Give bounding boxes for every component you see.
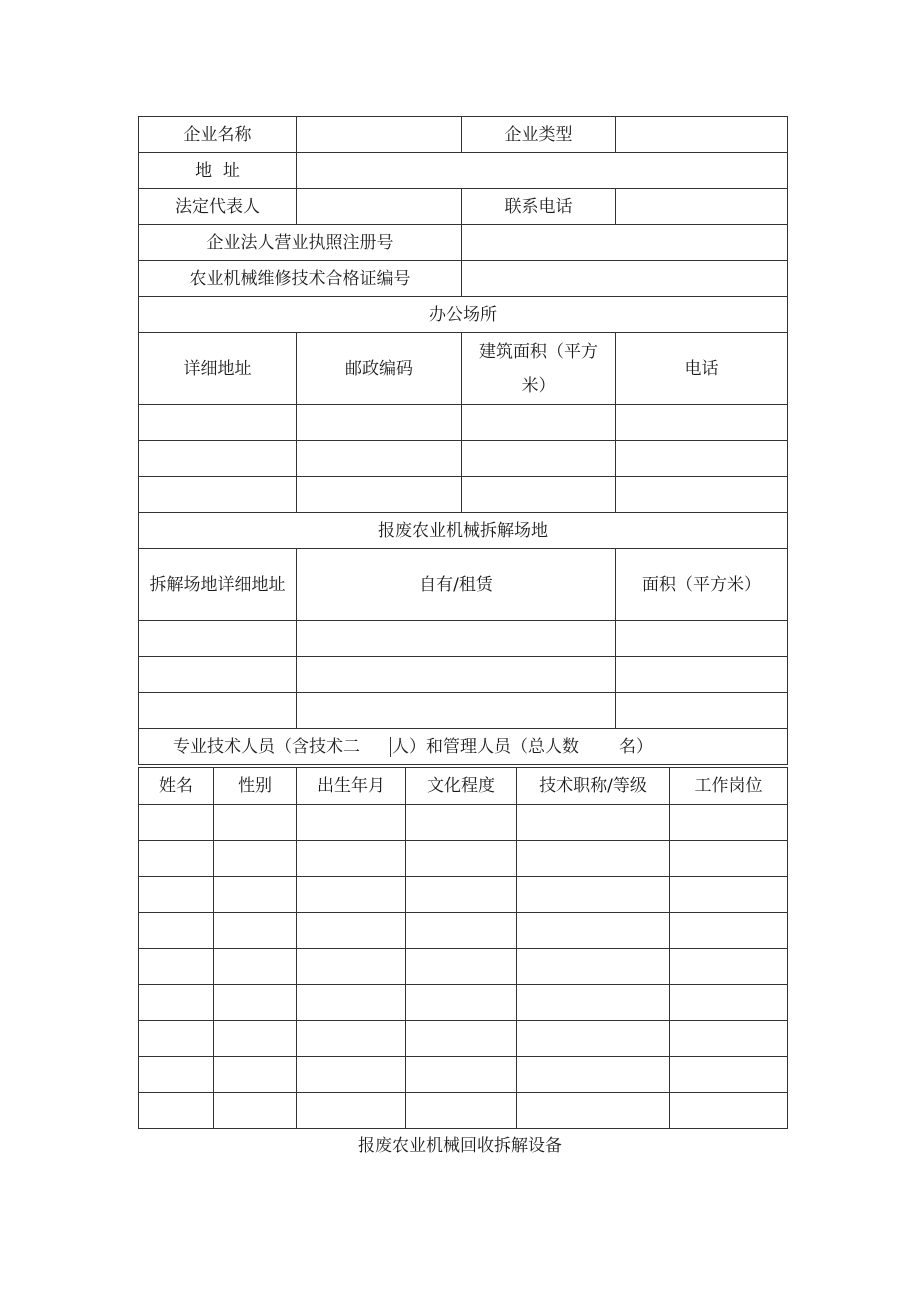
staff-cell[interactable] [517, 913, 670, 949]
staff-cell[interactable] [406, 1021, 517, 1057]
staff-row [139, 877, 788, 913]
site-row [139, 657, 788, 693]
staff-cell[interactable] [670, 1021, 788, 1057]
site-title: 报废农业机械拆解场地 [139, 513, 788, 549]
staff-cell[interactable] [517, 1021, 670, 1057]
staff-row [139, 1093, 788, 1129]
site-cell[interactable] [297, 657, 616, 693]
staff-cell[interactable] [139, 985, 214, 1021]
staff-row [139, 913, 788, 949]
site-cell[interactable] [139, 693, 297, 729]
staff-cell[interactable] [670, 949, 788, 985]
enterprise-name-label: 企业名称 [139, 117, 297, 153]
staff-cell[interactable] [139, 1057, 214, 1093]
office-cell[interactable] [139, 441, 297, 477]
staff-cell[interactable] [406, 841, 517, 877]
staff-title-part3: 名） [619, 736, 653, 757]
office-cell[interactable] [616, 441, 788, 477]
office-header-row [139, 333, 788, 405]
site-cell[interactable] [297, 693, 616, 729]
office-cell[interactable] [616, 405, 788, 441]
staff-cell[interactable] [406, 913, 517, 949]
row-license-no [139, 225, 788, 261]
contact-phone-field[interactable] [616, 189, 788, 225]
staff-cell[interactable] [214, 805, 297, 841]
office-row [139, 441, 788, 477]
staff-row [139, 1057, 788, 1093]
staff-title-part1: 专业技术人员（含技术二 [173, 736, 360, 757]
site-header-area: 面积（平方米） [616, 549, 788, 621]
staff-cell[interactable] [517, 841, 670, 877]
row-enterprise-name [139, 117, 788, 153]
staff-cell[interactable] [406, 877, 517, 913]
staff-cell[interactable] [139, 805, 214, 841]
staff-cell[interactable] [517, 877, 670, 913]
license-no-label: 企业法人营业执照注册号 [139, 225, 462, 261]
staff-cell[interactable] [214, 1057, 297, 1093]
staff-cell[interactable] [139, 841, 214, 877]
staff-row [139, 805, 788, 841]
staff-cell[interactable] [139, 877, 214, 913]
staff-cell[interactable] [297, 1057, 406, 1093]
office-cell[interactable] [616, 477, 788, 513]
cert-no-field[interactable] [462, 261, 788, 297]
staff-cell[interactable] [297, 1093, 406, 1129]
staff-cell[interactable] [214, 1021, 297, 1057]
staff-header-post: 工作岗位 [670, 768, 788, 805]
site-cell[interactable] [616, 657, 788, 693]
office-header-area: 建筑面积（平方米） [462, 333, 616, 405]
site-cell[interactable] [297, 621, 616, 657]
registration-form-table [138, 116, 788, 765]
office-row [139, 405, 788, 441]
office-header-postcode: 邮政编码 [297, 333, 462, 405]
staff-cell[interactable] [406, 985, 517, 1021]
staff-row [139, 985, 788, 1021]
staff-cell[interactable] [139, 949, 214, 985]
staff-cell[interactable] [297, 985, 406, 1021]
staff-cell[interactable] [406, 949, 517, 985]
staff-cell[interactable] [214, 985, 297, 1021]
staff-cell[interactable] [517, 1057, 670, 1093]
staff-table [138, 767, 788, 1129]
staff-header-gender: 性别 [214, 768, 297, 805]
legal-rep-field[interactable] [297, 189, 462, 225]
staff-cell[interactable] [517, 985, 670, 1021]
staff-header-name: 姓名 [139, 768, 214, 805]
staff-cell[interactable] [670, 877, 788, 913]
enterprise-type-label: 企业类型 [462, 117, 616, 153]
staff-cell[interactable] [670, 805, 788, 841]
staff-row [139, 1021, 788, 1057]
office-cell[interactable] [297, 477, 462, 513]
office-cell[interactable] [462, 441, 616, 477]
staff-header-title: 技术职称/等级 [517, 768, 670, 805]
staff-cell[interactable] [297, 805, 406, 841]
site-cell[interactable] [139, 621, 297, 657]
staff-cell[interactable] [670, 1057, 788, 1093]
site-header-row [139, 549, 788, 621]
staff-cell[interactable] [406, 1057, 517, 1093]
office-row [139, 477, 788, 513]
staff-cell[interactable] [139, 913, 214, 949]
row-address [139, 153, 788, 189]
staff-row [139, 949, 788, 985]
staff-cell[interactable] [297, 949, 406, 985]
equipment-section-caption: 报废农业机械回收拆解设备 [358, 1136, 562, 1156]
staff-cell[interactable] [214, 913, 297, 949]
staff-cell[interactable] [670, 1093, 788, 1129]
staff-cell[interactable] [297, 1021, 406, 1057]
staff-cell[interactable] [297, 841, 406, 877]
staff-cell[interactable] [517, 1093, 670, 1129]
site-row [139, 621, 788, 657]
staff-header-education: 文化程度 [406, 768, 517, 805]
enterprise-type-field[interactable] [616, 117, 788, 153]
site-header-address: 拆解场地详细地址 [139, 549, 297, 621]
site-row [139, 693, 788, 729]
contact-phone-label: 联系电话 [462, 189, 616, 225]
staff-header-birth: 出生年月 [297, 768, 406, 805]
office-cell[interactable] [139, 477, 297, 513]
office-cell[interactable] [462, 405, 616, 441]
staff-header-row-2 [139, 768, 788, 805]
row-cert-no [139, 261, 788, 297]
office-cell[interactable] [139, 405, 297, 441]
staff-title-part2: 人）和管理人员（总人数 [392, 736, 579, 757]
staff-title-row [139, 729, 788, 765]
staff-cell[interactable] [139, 1093, 214, 1129]
office-cell[interactable] [462, 477, 616, 513]
staff-cell[interactable] [139, 1021, 214, 1057]
staff-cell[interactable] [214, 949, 297, 985]
site-cell[interactable] [616, 621, 788, 657]
site-title-row [139, 513, 788, 549]
address-field[interactable] [297, 153, 788, 189]
staff-cell[interactable] [517, 949, 670, 985]
staff-cell[interactable] [406, 1093, 517, 1129]
office-cell[interactable] [297, 405, 462, 441]
staff-row [139, 841, 788, 877]
cert-no-label: 农业机械维修技术合格证编号 [139, 261, 462, 297]
address-label: 地 址 [139, 153, 297, 189]
staff-cell[interactable] [214, 841, 297, 877]
office-header-phone: 电话 [616, 333, 788, 405]
site-cell[interactable] [616, 693, 788, 729]
office-header-address: 详细地址 [139, 333, 297, 405]
site-cell[interactable] [139, 657, 297, 693]
office-title: 办公场所 [139, 297, 788, 333]
row-legal-rep [139, 189, 788, 225]
enterprise-name-field[interactable] [297, 117, 462, 153]
legal-rep-label: 法定代表人 [139, 189, 297, 225]
office-title-row [139, 297, 788, 333]
staff-cell[interactable] [670, 985, 788, 1021]
staff-cell[interactable] [297, 913, 406, 949]
staff-cell[interactable] [670, 913, 788, 949]
staff-cell[interactable] [517, 805, 670, 841]
license-no-field[interactable] [462, 225, 788, 261]
staff-cell[interactable] [214, 877, 297, 913]
office-cell[interactable] [297, 441, 462, 477]
staff-title [139, 729, 788, 765]
staff-cell[interactable] [297, 877, 406, 913]
staff-cell[interactable] [406, 805, 517, 841]
staff-cell[interactable] [670, 841, 788, 877]
staff-cell[interactable] [214, 1093, 297, 1129]
site-header-ownership: 自有/租赁 [297, 549, 616, 621]
